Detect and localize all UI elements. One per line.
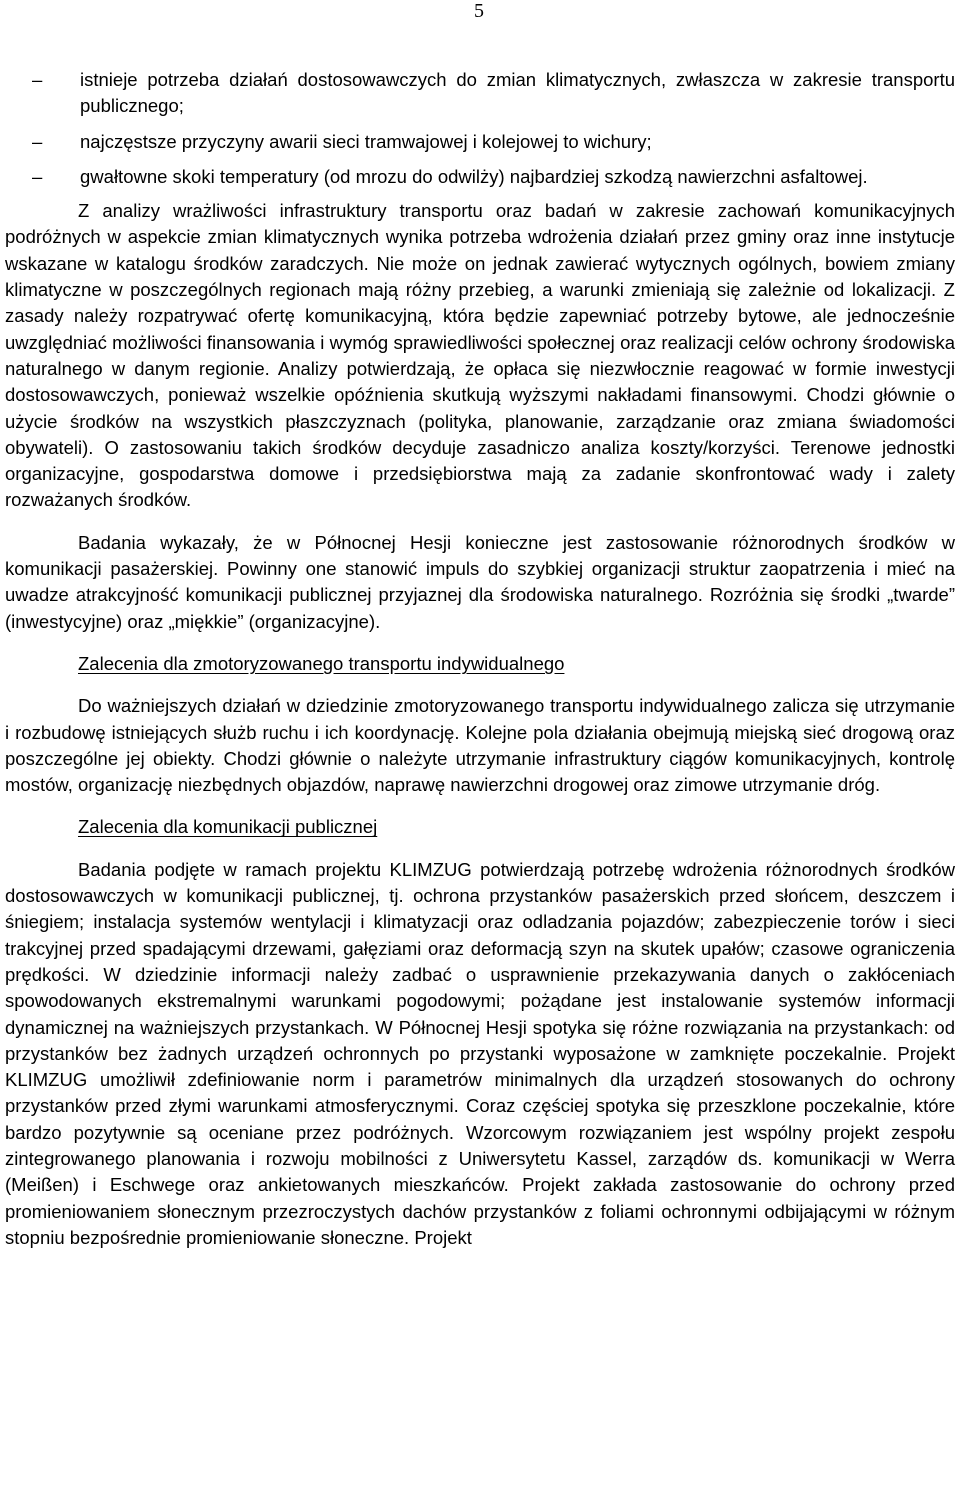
list-item-text: gwałtowne skoki temperatury (od mrozu do odwilży) najbardziej szkodzą nawierzchni asfaltowej. — [80, 165, 868, 187]
paragraph-research: Badania wykazały, że w Północnej Hesji konieczne jest zastosowanie różnorodnych środków w komunikacji pasażerskiej. Powinny one stanowić impuls do szybkiej organizacji struktur zaopatrzenia i mieć na uwadze atrakcyjność komunikacji publicznej przyjaznej dla środowiska naturalnego. Rozróżnia się środki „twarde” (inwestycyjne) oraz „miękkie” (organizacyjne). — [5, 531, 955, 632]
section-heading-public-transport: Zalecenia dla komunikacji publicznej — [78, 816, 378, 838]
list-item — [5, 67, 955, 120]
list-item — [5, 164, 955, 190]
list-item-text: najczęstsze przyczyny awarii sieci tramwajowej i kolejowej to wichury; — [80, 130, 652, 152]
paragraph-analysis: Z analizy wrażliwości infrastruktury transportu oraz badań w zakresie zachowań komunikacyjnych podróżnych w aspekcie zmian klimatycznych wynika potrzeba wdrożenia działań przez gminy oraz inne instytucje wskazane w katalogu środków zaradczych. Nie może on jednak zawierać wytycznych ogólnych, bowiem zmiany klimatyczne w poszczególnych regionach mają różny przebieg, a warunki zmieniają się zależnie od lokalizacji. Z zasady należy rozpatrywać ofertę komunikacyjną, która będzie zapewniać potrzeby bytowe, ale jednocześnie uwzględniać możliwości finansowania i wymóg sprawiedliwości społecznej oraz realizacji celów ochrony środowiska naturalnego w danym regionie. Analizy potwierdzają, że opłaca się niezwłocznie reagować w formie inwestycji dostosowawczych, ponieważ wszelkie opóźnienia skutkują wyższymi nakładami finansowymi. Chodzi głównie o użycie środków na wszystkich płaszczyznach (polityka, planowanie, zarządzanie oraz zmiana świadomości obywateli). O zastosowaniu takich środków decyduje zasadniczo analiza koszty/korzyści. Terenowe jednostki organizacyjne, gospodarstwa domowe i przedsiębiorstwa mają za zadanie skonfrontować wady i zalety rozważanych środków. — [5, 200, 955, 511]
bullet-dash: – — [32, 165, 43, 187]
list-item-text: istnieje potrzeba działań dostosowawczych do zmian klimatycznych, zwłaszcza w zakresie transportu publicznego; — [80, 69, 955, 117]
section-heading-individual-transport: Zalecenia dla zmotoryzowanego transportu indywidualnego — [78, 652, 565, 674]
page-number: 5 — [474, 0, 484, 22]
bullet-dash: – — [32, 69, 43, 90]
paragraph-public-transport: Badania podjęte w ramach projektu KLIMZUG potwierdzają potrzebę wdrożenia różnorodnych środków dostosowawczych w komunikacji publicznej, tj. ochrona przystanków pasażerskich przed słońcem, deszczem i śniegiem; instalacja systemów wentylacji i klimatyzacji oraz odladzania pojazdów; zabezpieczenie torów i sieci trakcyjnej przed spadającymi drzewami, gałęziami oraz deformacją szyn na skutek upałów; czasowe ograniczenia prędkości. W dziedzinie informacji należy zadbać o usprawnienie przekazywania danych o zakłóceniach spowodowanych ekstremalnymi warunkami pogodowymi; pożądane jest instalowanie systemów informacji dynamicznej na ważniejszych przystankach. W Północnej Hesji spotyka się różne rozwiązania na przystankach: od przystanków bez żadnych urządzeń ochronnych po przystanki wyposażone w zamknięte poczekalnie. Projekt KLIMZUG umożliwił zdefiniowanie norm i parametrów minimalnych dla urządzeń stosowanych do ochrony przystanków przed złymi warunkami atmosferycznymi. Coraz częściej spotyka się przeszklone poczekalnie, które bardzo pozytywnie są oceniane przez podróżnych. Wzorcowym rozwiązaniem jest wspólny projekt zespołu zintegrowanego planowania i rozwoju mobilności z Uniwersytetu Kassel, zarządów ds. komunikacji w Werra (Meißen) i Eschwege oraz ankietowanych mieszkańców. Projekt zakłada zastosowanie do ochrony przed promieniowaniem słonecznym przezroczystych dachów przystanków z foliami ochronnymi odbijającymi w różnym stopniu bezpośrednie promieniowanie słoneczne. Projekt — [5, 858, 955, 1248]
list-item — [5, 129, 955, 155]
document-body — [5, 67, 955, 1251]
paragraph-individual-transport: Do ważniejszych działań w dziedzinie zmotoryzowanego transportu indywidualnego zalicza się utrzymanie i rozbudowę istniejących służb ruchu i ich koordynację. Kolejne pola działania obejmują miejską sieć drogową oraz poszczególne jej obiekty. Chodzi głównie o należyte utrzymanie infrastruktury ciągów komunikacyjnych, kontrolę mostów, organizację niezbędnych objazdów, naprawę nawierzchni drogowej oraz zimowe utrzymanie dróg. — [5, 695, 955, 796]
bullet-dash: – — [32, 130, 43, 152]
